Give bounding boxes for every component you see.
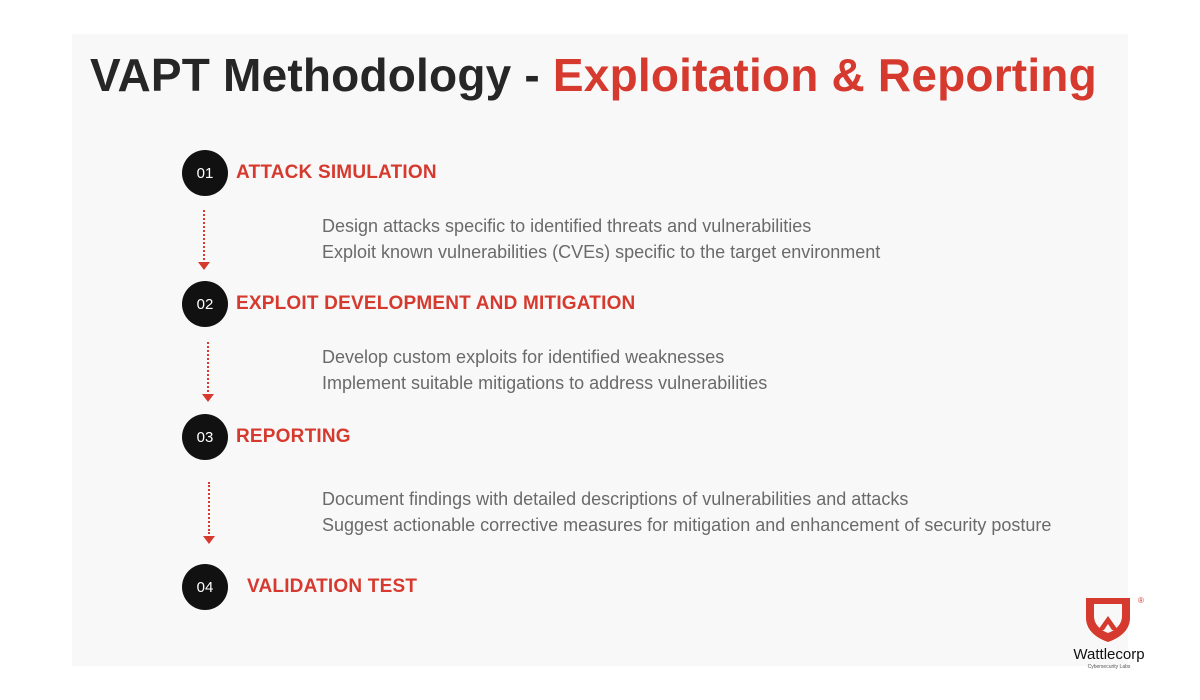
step-04-number: 04 — [196, 578, 214, 596]
step-03-details — [322, 486, 1051, 538]
step-04-badge — [182, 564, 228, 610]
step-01-badge — [182, 150, 228, 196]
arrow-down-icon — [203, 482, 215, 544]
page-title — [90, 48, 1097, 102]
step-02-label: EXPLOIT DEVELOPMENT AND MITIGATION — [236, 293, 636, 314]
logo-name: Wattlecorp — [1073, 646, 1145, 663]
step-01-detail-2: Exploit known vulnerabilities (CVEs) specific to the target environment — [322, 242, 881, 262]
logo-tagline: Cybersecurity Labs — [1087, 664, 1131, 670]
step-03-badge — [182, 414, 228, 460]
step-03-number: 03 — [196, 428, 214, 446]
arrow-down-icon — [202, 342, 214, 402]
step-02-badge — [182, 281, 228, 327]
step-01-details — [322, 213, 880, 265]
step-03-detail-2: Suggest actionable corrective measures for mitigation and enhancement of security posture — [322, 515, 1052, 535]
shield-logo-icon — [1082, 594, 1134, 644]
title-accent: Exploitation & Reporting — [552, 49, 1097, 101]
step-02-detail-2: Implement suitable mitigations to address vulnerabilities — [322, 373, 768, 393]
title-main: VAPT Methodology - — [90, 49, 553, 101]
step-02-detail-1: Develop custom exploits for identified weaknesses — [322, 347, 725, 367]
step-01-number: 01 — [196, 164, 214, 182]
step-04-label: VALIDATION TEST — [247, 576, 418, 597]
step-03-label: REPORTING — [236, 426, 351, 447]
step-01-label: ATTACK SIMULATION — [236, 162, 437, 183]
step-02-details — [322, 344, 767, 396]
step-03-detail-1: Document findings with detailed descriptions of vulnerabilities and attacks — [322, 489, 909, 509]
arrow-down-icon — [198, 210, 210, 270]
registered-mark: ® — [1138, 596, 1144, 605]
wattlecorp-logo — [1064, 594, 1154, 674]
step-01-detail-1: Design attacks specific to identified threats and vulnerabilities — [322, 216, 812, 236]
step-02-number: 02 — [196, 295, 214, 313]
